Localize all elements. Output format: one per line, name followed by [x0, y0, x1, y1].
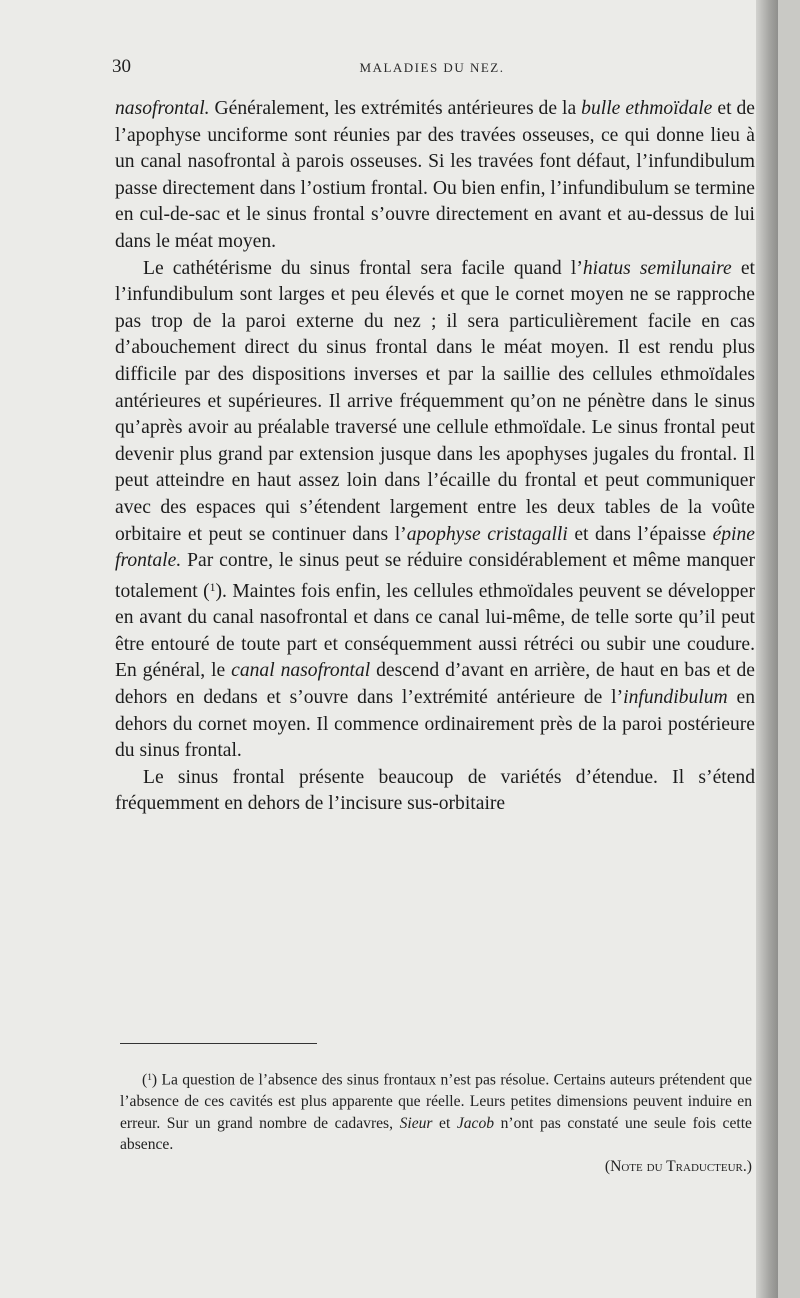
- italic-term: canal nasofrontal: [231, 660, 371, 682]
- body-text: [115, 96, 755, 818]
- footnote-text: [120, 1072, 752, 1154]
- text-run: Le sinus frontal présente beaucoup de variétés d’étendue. Il s’étend fréquemment en dehors de l’incisure sus-orbitaire: [115, 766, 755, 815]
- text-run: Par contre, le sinus peut se réduire considérablement et même manquer totalement (: [115, 550, 755, 602]
- page-number: 30: [112, 56, 131, 77]
- page-edge-shadow: [756, 0, 778, 1298]
- paragraph-3: [115, 765, 755, 818]
- italic-term: Jacob: [456, 1114, 495, 1132]
- footnote: ($^1$) La question de l’absence des sinus frontaux n’est pas résolue. Certains auteurs prétendent que l’absence de ces cavités est plus apparente que réelle. Leurs petites dimensions peuvent induire en erreur. Sur un grand nombre de cadavres, Sieur et Jacob n’ont pas constaté une seule fois cette absence. (Note du Traducteur.): [120, 1068, 752, 1178]
- italic-term: apophyse cristagalli: [406, 523, 568, 545]
- page-header: [112, 56, 752, 86]
- italic-term: hiatus semilunaire: [582, 257, 732, 279]
- translator-note: (Note du Traducteur.): [604, 1158, 752, 1176]
- text-run: Généralement, les extrémités antérieures de la: [209, 98, 582, 119]
- footnote-divider: [120, 1043, 317, 1044]
- paragraph-1: [115, 96, 755, 256]
- text-run: La question de l’absence des sinus frontaux n’est pas résolue. Certains auteurs prétendent que l’absence de ces cavités est plus apparente que réelle. Leurs petites dimensions peuvent induire en erreur. Sur un grand nombre de cadavres,: [120, 1071, 752, 1132]
- italic-term: bulle ethmoïdale: [581, 98, 713, 119]
- running-title: MALADIES DU NEZ.: [359, 60, 505, 75]
- text-run: et: [432, 1114, 457, 1132]
- text-run: ). Maintes fois enfin, les cellules ethmoïdales peuvent se développer en avant du canal nasofrontal et dans ce canal lui-même, de telle sorte qu’il peut être entouré de toute part et conséquemment aussi rétréci ou subir une coudure. En général, le: [115, 580, 755, 682]
- italic-term: Sieur: [399, 1114, 433, 1132]
- italic-term: infundibulum: [623, 686, 728, 708]
- text-run: et l’infundibulum sont larges et peu élevés et que le cornet moyen ne se rapproche pas trop de la paroi externe du nez ; il sera particulièrement facile en cas d’abouchement direct du sinus frontal dans le méat moyen. Il est rendu plus difficile par des dispositions inverses et par la saillie des cellules ethmoïdales antérieures et supérieures. Il arrive fréquemment qu’on ne pénètre dans le sinus qu’après avoir au préalable traversé une cellule ethmoïdale. Le sinus frontal peut devenir plus grand par extension jusque dans les apophyses jugales du frontal. Il peut atteindre en haut assez loin dans l’écaille du frontal et peut communiquer avec des espaces qui s’étendent largement entre les deux tables de la voûte orbitaire et peut se continuer dans l’: [115, 257, 755, 545]
- text-run: et dans l’épaisse: [567, 523, 713, 545]
- italic-term: épine frontale.: [115, 523, 755, 572]
- text-run: descend d’avant en arrière, de haut en bas et de dehors en dedans et s’ouvre dans l’extrémité antérieure de l’: [115, 660, 755, 708]
- paragraph-2: [115, 256, 755, 765]
- italic-term: nasofrontal.: [115, 98, 210, 119]
- text-run: n’ont pas constaté une seule fois cette absence.: [120, 1114, 752, 1154]
- text-run: et de l’apophyse unciforme sont réunies par des travées osseuses, ce qui donne lieu à un canal nasofrontal à parois osseuses. Si les travées font défaut, l’infundibulum passe directement dans l’ostium frontal. Ou bien enfin, l’infundibulum se termine en cul-de-sac et le sinus frontal s’ouvre directement en avant et au-dessus de lui dans le méat moyen.: [115, 98, 755, 252]
- footnote-marker: 1: [147, 1073, 152, 1083]
- text-run: Le cathétérisme du sinus frontal sera facile quand l’: [143, 257, 583, 279]
- text-run: en dehors du cornet moyen. Il commence ordinairement près de la paroi postérieure du sinus frontal.: [115, 686, 755, 762]
- footnote-ref: 1: [209, 580, 216, 594]
